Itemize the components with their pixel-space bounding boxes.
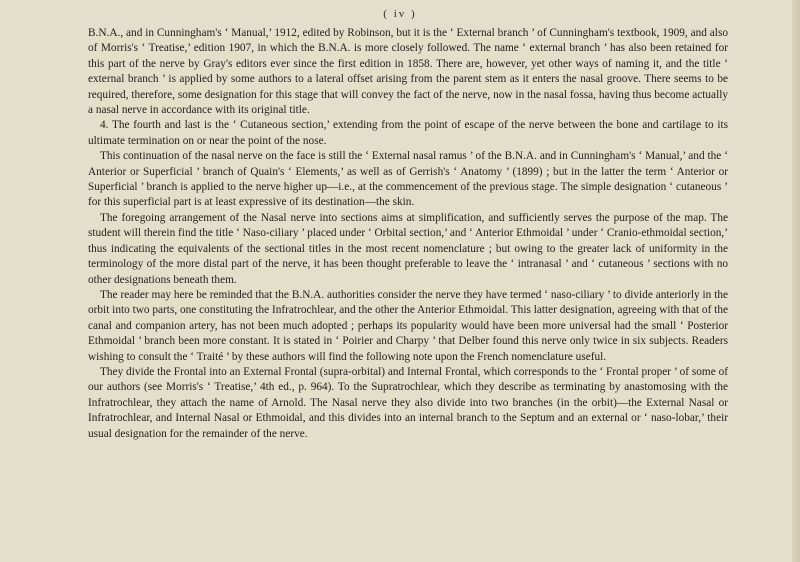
paragraph-2: 4. The fourth and last is the ‘ Cutaneous section,’ extending from the point of escape of the nerve between the bone and cartilage to its ultimate termination on or near the point of the nose. (88, 119, 728, 147)
body-text (88, 26, 728, 442)
paragraph-6: They divide the Frontal into an External Frontal (supra-orbital) and Internal Frontal, which corresponds to the ‘ Frontal proper ’ of some of our authors (see Morris's ‘ Treatise,’ 4th ed., p. 964). To the Supratrochlear, which they describe as terminating by anastomosing with the Infratrochlear, they attach the name of Arnold. The Nasal nerve they also divide into two branches (in the orbit)—the External Nasal or Infratrochlear, and Internal Nasal or Ethmoidal, and this divides into an internal branch to the Septum and an external or ‘ naso-lobar,’ their usual designation for the remainder of the nerve. (88, 365, 728, 440)
page-edge-shadow (792, 0, 800, 562)
page-number: ( iv ) (383, 8, 417, 20)
paragraph-4: The foregoing arrangement of the Nasal nerve into sections aims at simplification, and sufficiently serves the purpose of the map. The student will therein find the title ‘ Naso-ciliary ’ placed under ‘ Orbital section,’ and ‘ Anterior Ethmoidal ’ under ‘ Cranio-ethmoidal section,’ thus indicating the equivalents of the sectional titles in the most recent nomenclature ; but owing to the greater lack of uniformity in the terminology of the more distal part of the nerve, it has been thought preferable to leave the ‘ intranasal ’ and ‘ cutaneous ’ sections with no other designations beneath them. (88, 211, 728, 286)
paragraph-1: B.N.A., and in Cunningham's ‘ Manual,’ 1912, edited by Robinson, but it is the ‘ External branch ’ of Cunningham's textbook, 1909, and also of Morris's ‘ Treatise,’ edition 1907, in which the B.N.A. is more closely followed. The name ‘ external branch ’ has also been retained for this part of the nerve by Gray's editors ever since the first edition in 1858. There are, however, yet other ways of naming it, and the title ‘ external branch ’ is applied by some authors to a lateral offset arising from the parent stem as it enters the nasal groove. There seems to be required, therefore, some designation for this stage that will convey the fact of the nerve, now in the nasal fossa, having thus become actually a nasal nerve in accordance with its original title. (88, 27, 728, 117)
paragraph-3: This continuation of the nasal nerve on the face is still the ‘ External nasal ramus ’ of the B.N.A. and in Cunningham's ‘ Manual,’ and the ‘ Anterior or Superficial ’ branch of Quain's ‘ Elements,’ as well as of Gerrish's ‘ Anatomy ’ (1899) ; but in the latter the term ‘ Anterior or Superficial ’ branch is applied to the nerve higher up—i.e., at the commencement of the previous stage. The simple designation ‘ cutaneous ’ for this superficial part is at least expressive of its destination—the skin. (88, 150, 728, 209)
paragraph-5: The reader may here be reminded that the B.N.A. authorities consider the nerve they have termed ‘ naso-ciliary ’ to divide anteriorly in the orbit into two parts, one constituting the Infratrochlear, and the other the Anterior Ethmoidal. This latter designation, agreeing with that of the canal and companion artery, has not been much adopted ; perhaps its popularity would have been more universal had the small ‘ Posterior Ethmoidal ’ branch been more constant. It is stated in ‘ Poirier and Charpy ’ that Delber found this nerve only twice in six subjects. Readers wishing to consult the ‘ Traité ’ by these authors will find the following note upon the French nomenclature useful. (88, 288, 728, 363)
